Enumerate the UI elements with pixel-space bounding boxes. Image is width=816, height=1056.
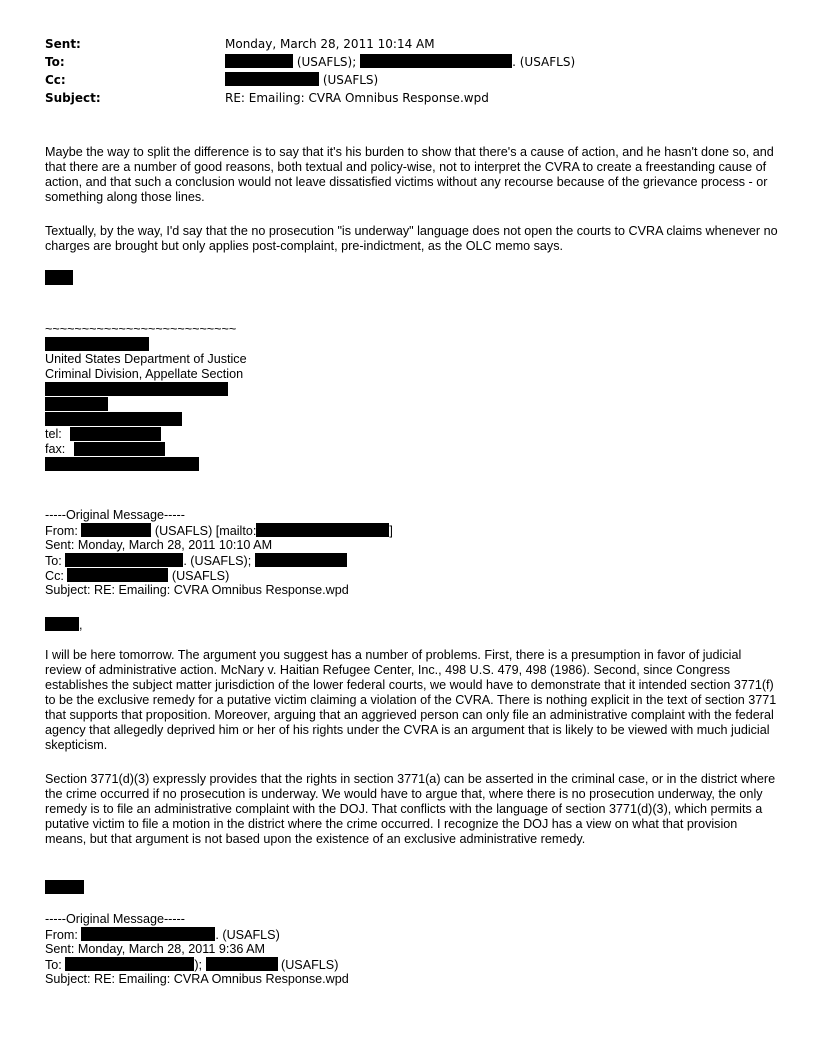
redacted-fax <box>74 442 165 456</box>
cc-label: Cc: <box>45 73 66 87</box>
to-part-1: ); <box>194 958 203 972</box>
from-part-1: (USAFLS) [mailto: <box>154 524 257 538</box>
to-part-2: (USAFLS) <box>281 958 339 972</box>
original1-subject-line: Subject: RE: Emailing: CVRA Omnibus Response.wpd <box>45 583 349 597</box>
original1-paragraph-2: Section 3771(d)(3) expressly provides that the rights in section 3771(a) can be asserted in the criminal case, or in the district where the crime occurred if no prosecution is underway. We would have to argue that, where there is no prosecution underway, the only remedy is to file an administrative complaint with the DOJ. That conflicts with the language of section 3771(d)(3), which permits a putative victim to file a motion in the district where the crime occurred. I recognize the DOJ has a view on what that provision means, but that argument is not based upon the existence of an exclusive administrative remedy. <box>45 772 776 846</box>
sent-label: Sent: <box>45 37 81 51</box>
sent-value: Monday, March 28, 2011 10:14 AM <box>225 37 435 51</box>
redacted-email <box>45 457 199 471</box>
original1-to-line <box>45 553 347 569</box>
cc-label: Cc: <box>45 569 64 583</box>
from-label: From: <box>45 928 78 942</box>
redaction-block <box>206 957 278 971</box>
to-label: To: <box>45 554 62 568</box>
redaction-block <box>65 553 183 567</box>
original-message-marker: -----Original Message----- <box>45 508 185 522</box>
from-label: From: <box>45 524 78 538</box>
redacted-signoff <box>45 880 84 894</box>
to-part-2: . (USAFLS) <box>512 55 576 69</box>
greeting-comma: , <box>79 618 83 632</box>
redacted-name <box>45 337 149 351</box>
cc-value <box>225 72 378 89</box>
to-label: To: <box>45 958 62 972</box>
original2-from-line <box>45 927 280 943</box>
original1-paragraph-1: I will be here tomorrow. The argument you suggest has a number of problems. First, there is a presumption in favor of judicial review of administrative action. McNary v. Haitian Refugee Center, Inc., 498 U.S. 479, 498 (1986). Second, since Congress establishes the subject matter jurisdiction of the lower federal courts, we would have to demonstrate that it intended section 3771(f) to be the exclusive remedy for a putative victim claiming a violation of the CVRA. There is nothing explicit in the text of section 3771 that supports that proposition. Moreover, arguing that an aggrieved person can only file an administrative complaint with the federal agency that allegedly deprived him or her of his rights under the CVRA is an argument that is likely to be viewed with much judicial skepticism. <box>45 648 777 752</box>
redacted-line <box>45 397 108 411</box>
to-label: To: <box>45 55 65 69</box>
signature-tilde-line: ~~~~~~~~~~~~~~~~~~~~~~~~~~ <box>45 322 237 336</box>
subject-value: RE: Emailing: CVRA Omnibus Response.wpd <box>225 91 489 105</box>
redaction-block <box>65 957 194 971</box>
redaction-block <box>255 553 347 567</box>
original1-cc-line <box>45 568 229 584</box>
signature-org-line-2: Criminal Division, Appellate Section <box>45 367 244 381</box>
redacted-line <box>45 412 182 426</box>
original2-subject-line: Subject: RE: Emailing: CVRA Omnibus Response.wpd <box>45 972 349 986</box>
signature-fax-label: fax: <box>45 442 66 456</box>
signature-org-line-1: United States Department of Justice <box>45 352 247 366</box>
to-value <box>225 54 575 71</box>
original1-sent-line: Sent: Monday, March 28, 2011 10:10 AM <box>45 538 273 552</box>
redaction-block <box>360 54 512 68</box>
redaction-block <box>256 523 389 537</box>
redacted-phone <box>70 427 161 441</box>
original-message-marker: -----Original Message----- <box>45 912 185 926</box>
subject-label: Subject: <box>45 91 101 105</box>
redacted-line <box>45 382 228 396</box>
reply-paragraph-2: Textually, by the way, I'd say that the no prosecution "is underway" language does not open the courts to CVRA claims whenever no charges are brought but only applies post-complaint, pre-indictment, as the OLC memo says. <box>45 224 778 253</box>
original1-greeting <box>45 617 83 633</box>
to-part-1: . (USAFLS); <box>183 554 252 568</box>
redaction-block <box>225 72 319 86</box>
reply-paragraph-1: Maybe the way to split the difference is to say that it's his burden to show that there's a cause of action, and he hasn't done so, and that there are a number of good reasons, both textual and policy-wise, not to interpret the CVRA to create a freestanding cause of action, and that such a conclusion would not leave dissatisfied victims without any recourse because of the grievance process - or something along those lines. <box>45 145 774 204</box>
from-part-2: ] <box>389 524 393 538</box>
cc-value: (USAFLS) <box>171 569 230 583</box>
redaction-block <box>225 54 293 68</box>
redaction-block <box>67 568 168 582</box>
signature-tel-label: tel: <box>45 427 62 441</box>
redaction-block <box>81 523 151 537</box>
to-part-1: (USAFLS); <box>296 55 357 69</box>
original2-sent-line: Sent: Monday, March 28, 2011 9:36 AM <box>45 942 266 956</box>
redacted-signoff <box>45 270 73 285</box>
redaction-block <box>81 927 215 941</box>
cc-text: (USAFLS) <box>322 73 379 87</box>
original2-to-line <box>45 957 338 973</box>
original1-from-line <box>45 523 393 539</box>
from-value: . (USAFLS) <box>215 928 280 942</box>
redacted-greeting-name <box>45 617 79 631</box>
